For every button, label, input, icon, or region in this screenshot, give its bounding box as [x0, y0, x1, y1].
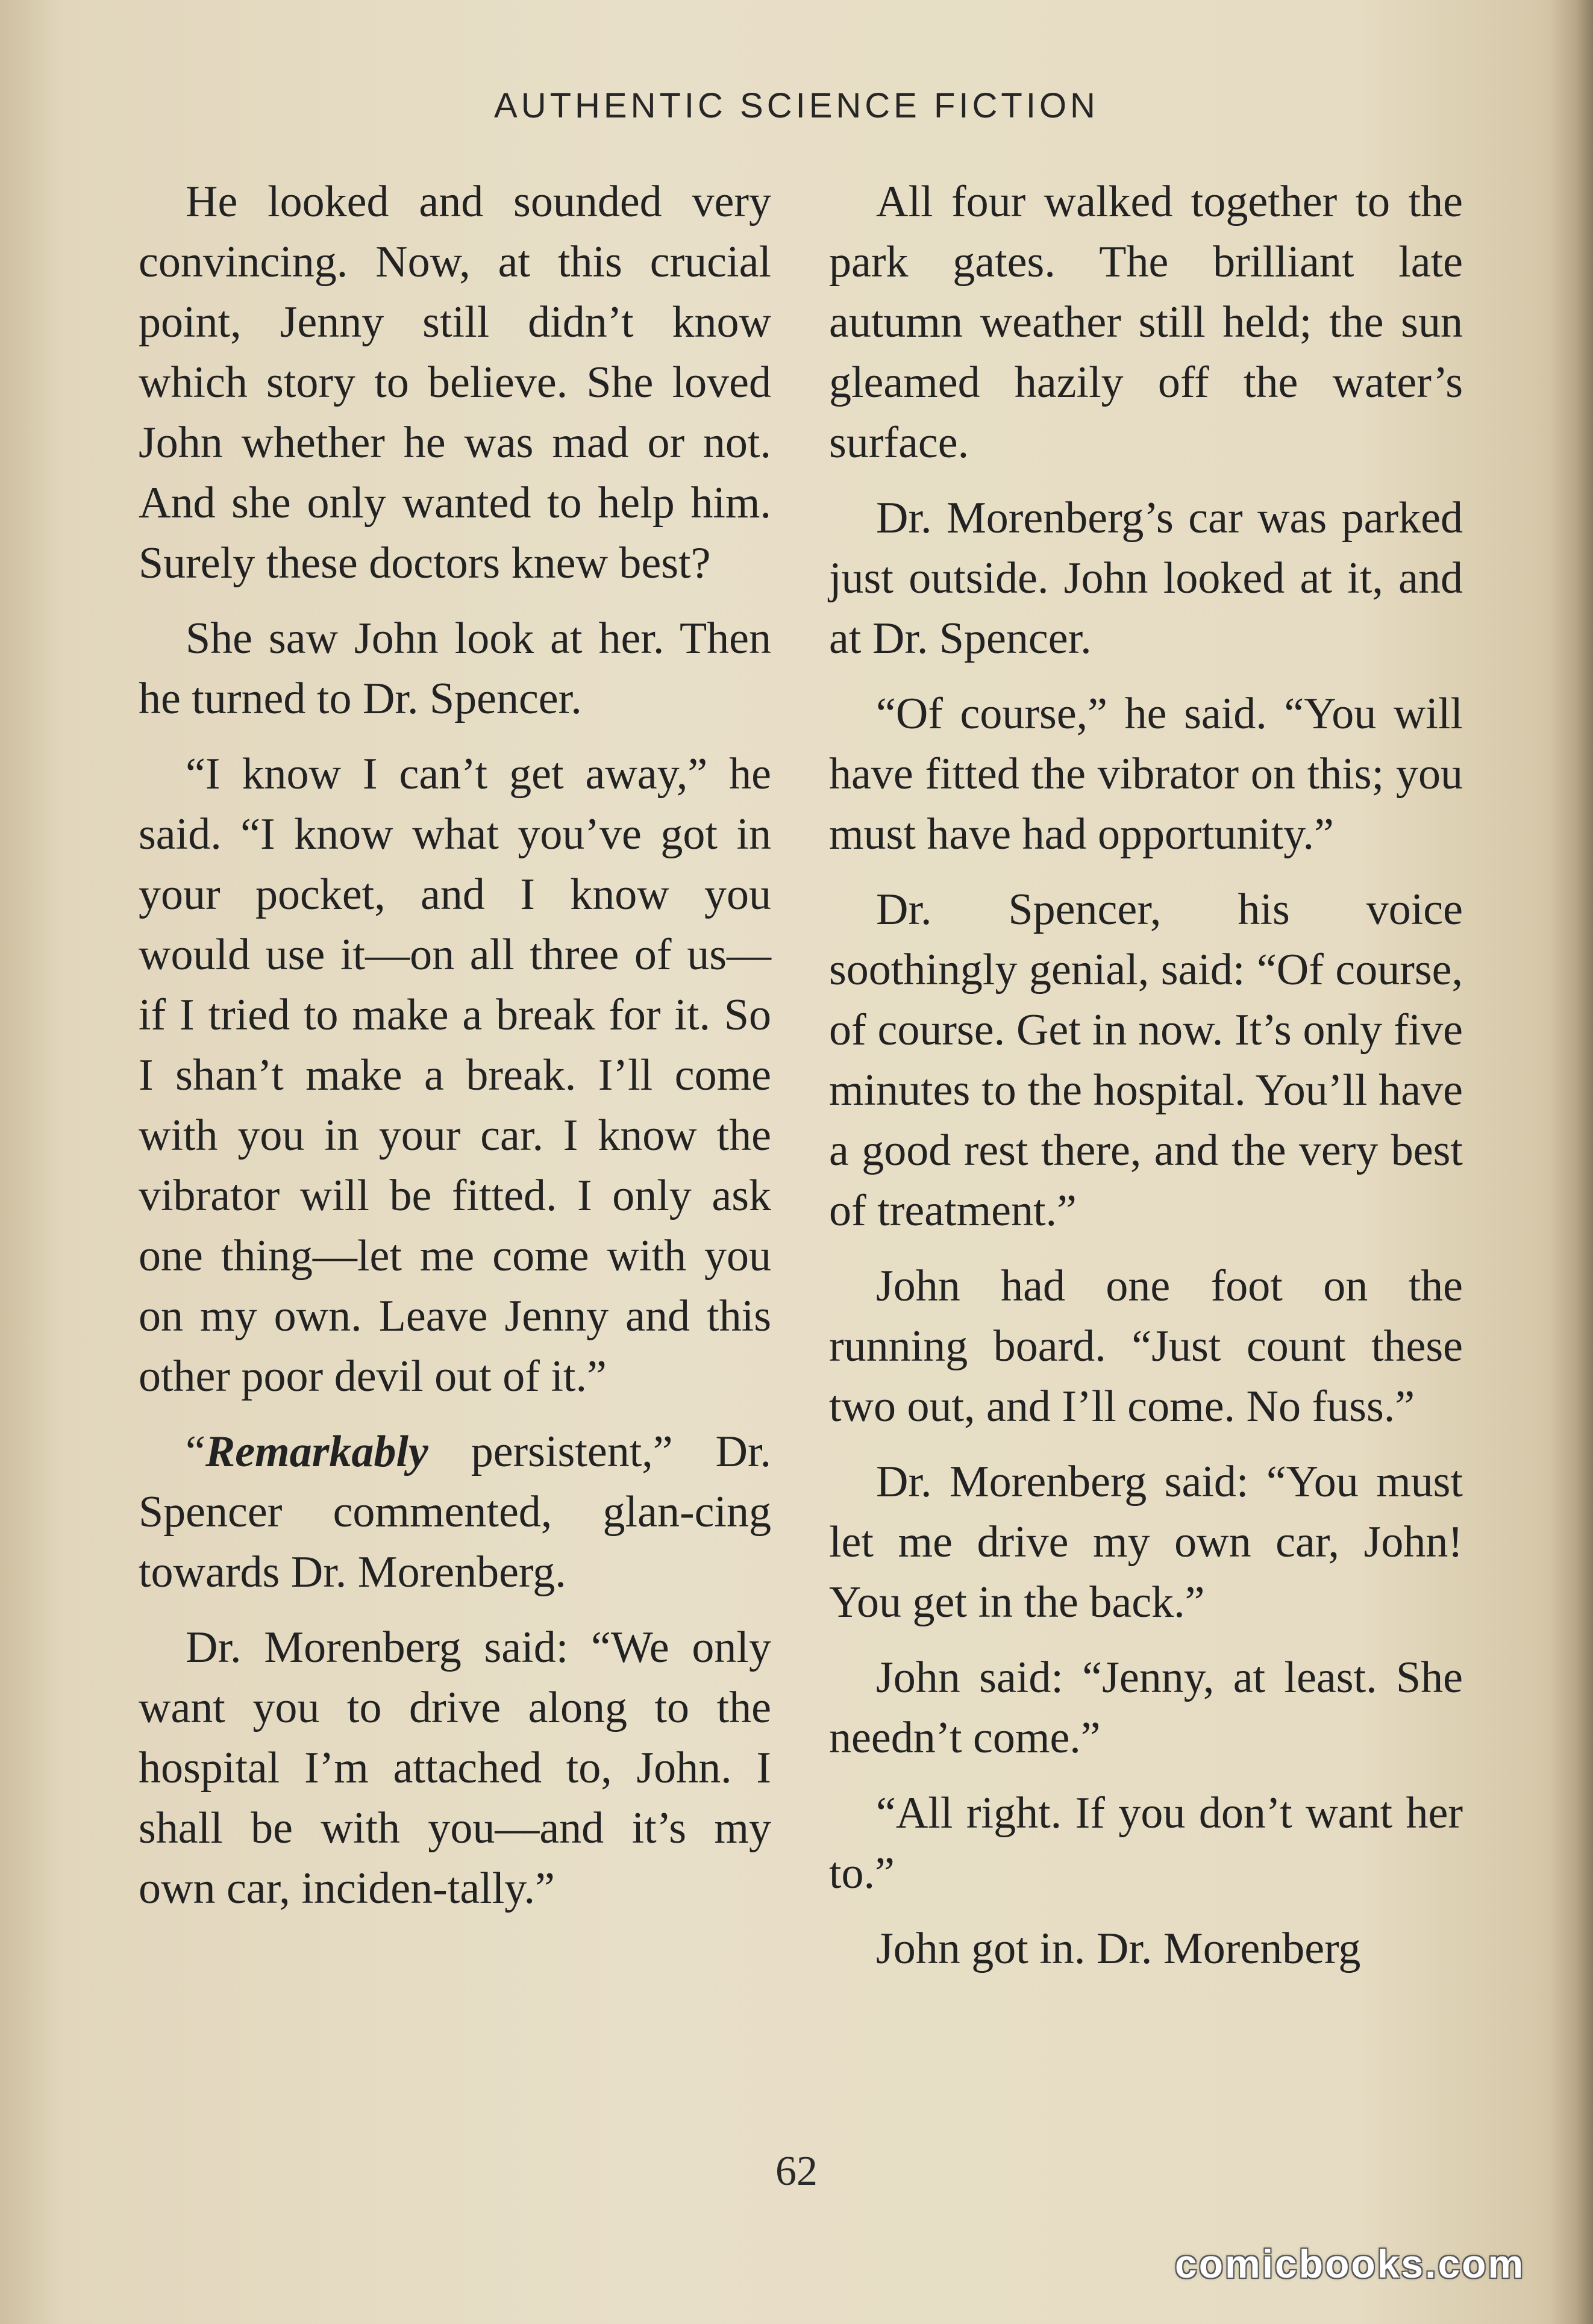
paragraph: John said: “Jenny, at least. She needn’t come.” [829, 1653, 1463, 1763]
paragraph: John had one foot on the running board. “Just count these two out, and I’ll come. No fuss.” [829, 1261, 1463, 1431]
running-head: AUTHENTIC SCIENCE FICTION [494, 86, 1099, 125]
paragraph: “Of course,” he said. “You will have fitted the vibrator on this; you must have had opportunity.” [829, 689, 1463, 859]
remark-rest: persistent,” Dr. Spencer commented, glan-cing towards Dr. Morenberg. [139, 1427, 771, 1597]
paragraph: Dr. Morenberg’s car was parked just outside. John looked at it, and at Dr. Spencer. [829, 493, 1463, 663]
left-column [139, 172, 771, 1934]
right-column [829, 172, 1463, 1994]
page-number: 62 [775, 2148, 818, 2194]
paragraph: She saw John look at her. Then he turned to Dr. Spencer. [139, 614, 771, 723]
page-edge-shadow [1551, 0, 1593, 2324]
paragraph: Dr. Spencer, his voice soothingly genial, said: “Of course, of course. Get in now. It’s only five minutes to the hospital. You’ll have a good rest there, and the very best of treatment.” [829, 885, 1463, 1235]
paragraph: “I know I can’t get away,” he said. “I know what you’ve got in your pocket, and I know you would use it—on all three of us—if I tried to make a break for it. So I shan’t make a break. I’ll come with you in your car. I know the vibrator will be fitted. I only ask one thing—let me come with you on my own. Leave Jenny and this other poor devil out of it.” [139, 749, 771, 1401]
paragraph-remark [139, 1422, 771, 1602]
emphasis-word: Remarkably [205, 1427, 428, 1476]
paragraph: John got in. Dr. Morenberg [876, 1924, 1361, 1973]
watermark-logo: comicbooks.com [1175, 2241, 1526, 2286]
paragraph: He looked and sounded very convincing. Now, at this crucial point, Jenny still didn’t know which story to believe. She loved John whether he was mad or not. And she only wanted to help him. Surely these doctors knew best? [139, 177, 771, 588]
paragraph: Dr. Morenberg said: “You must let me drive my own car, John! You get in the back.” [829, 1457, 1463, 1627]
paragraph: Dr. Morenberg said: “We only want you to drive along to the hospital I’m attached to, John. I shall be with you—and it’s my own car, inciden-tally.” [139, 1623, 771, 1913]
open-quote: “ [186, 1427, 205, 1476]
paragraph: “All right. If you don’t want her to.” [829, 1788, 1463, 1898]
paragraph: All four walked together to the park gates. The brilliant late autumn weather still held; the sun gleamed hazily off the water’s surface. [829, 177, 1463, 467]
